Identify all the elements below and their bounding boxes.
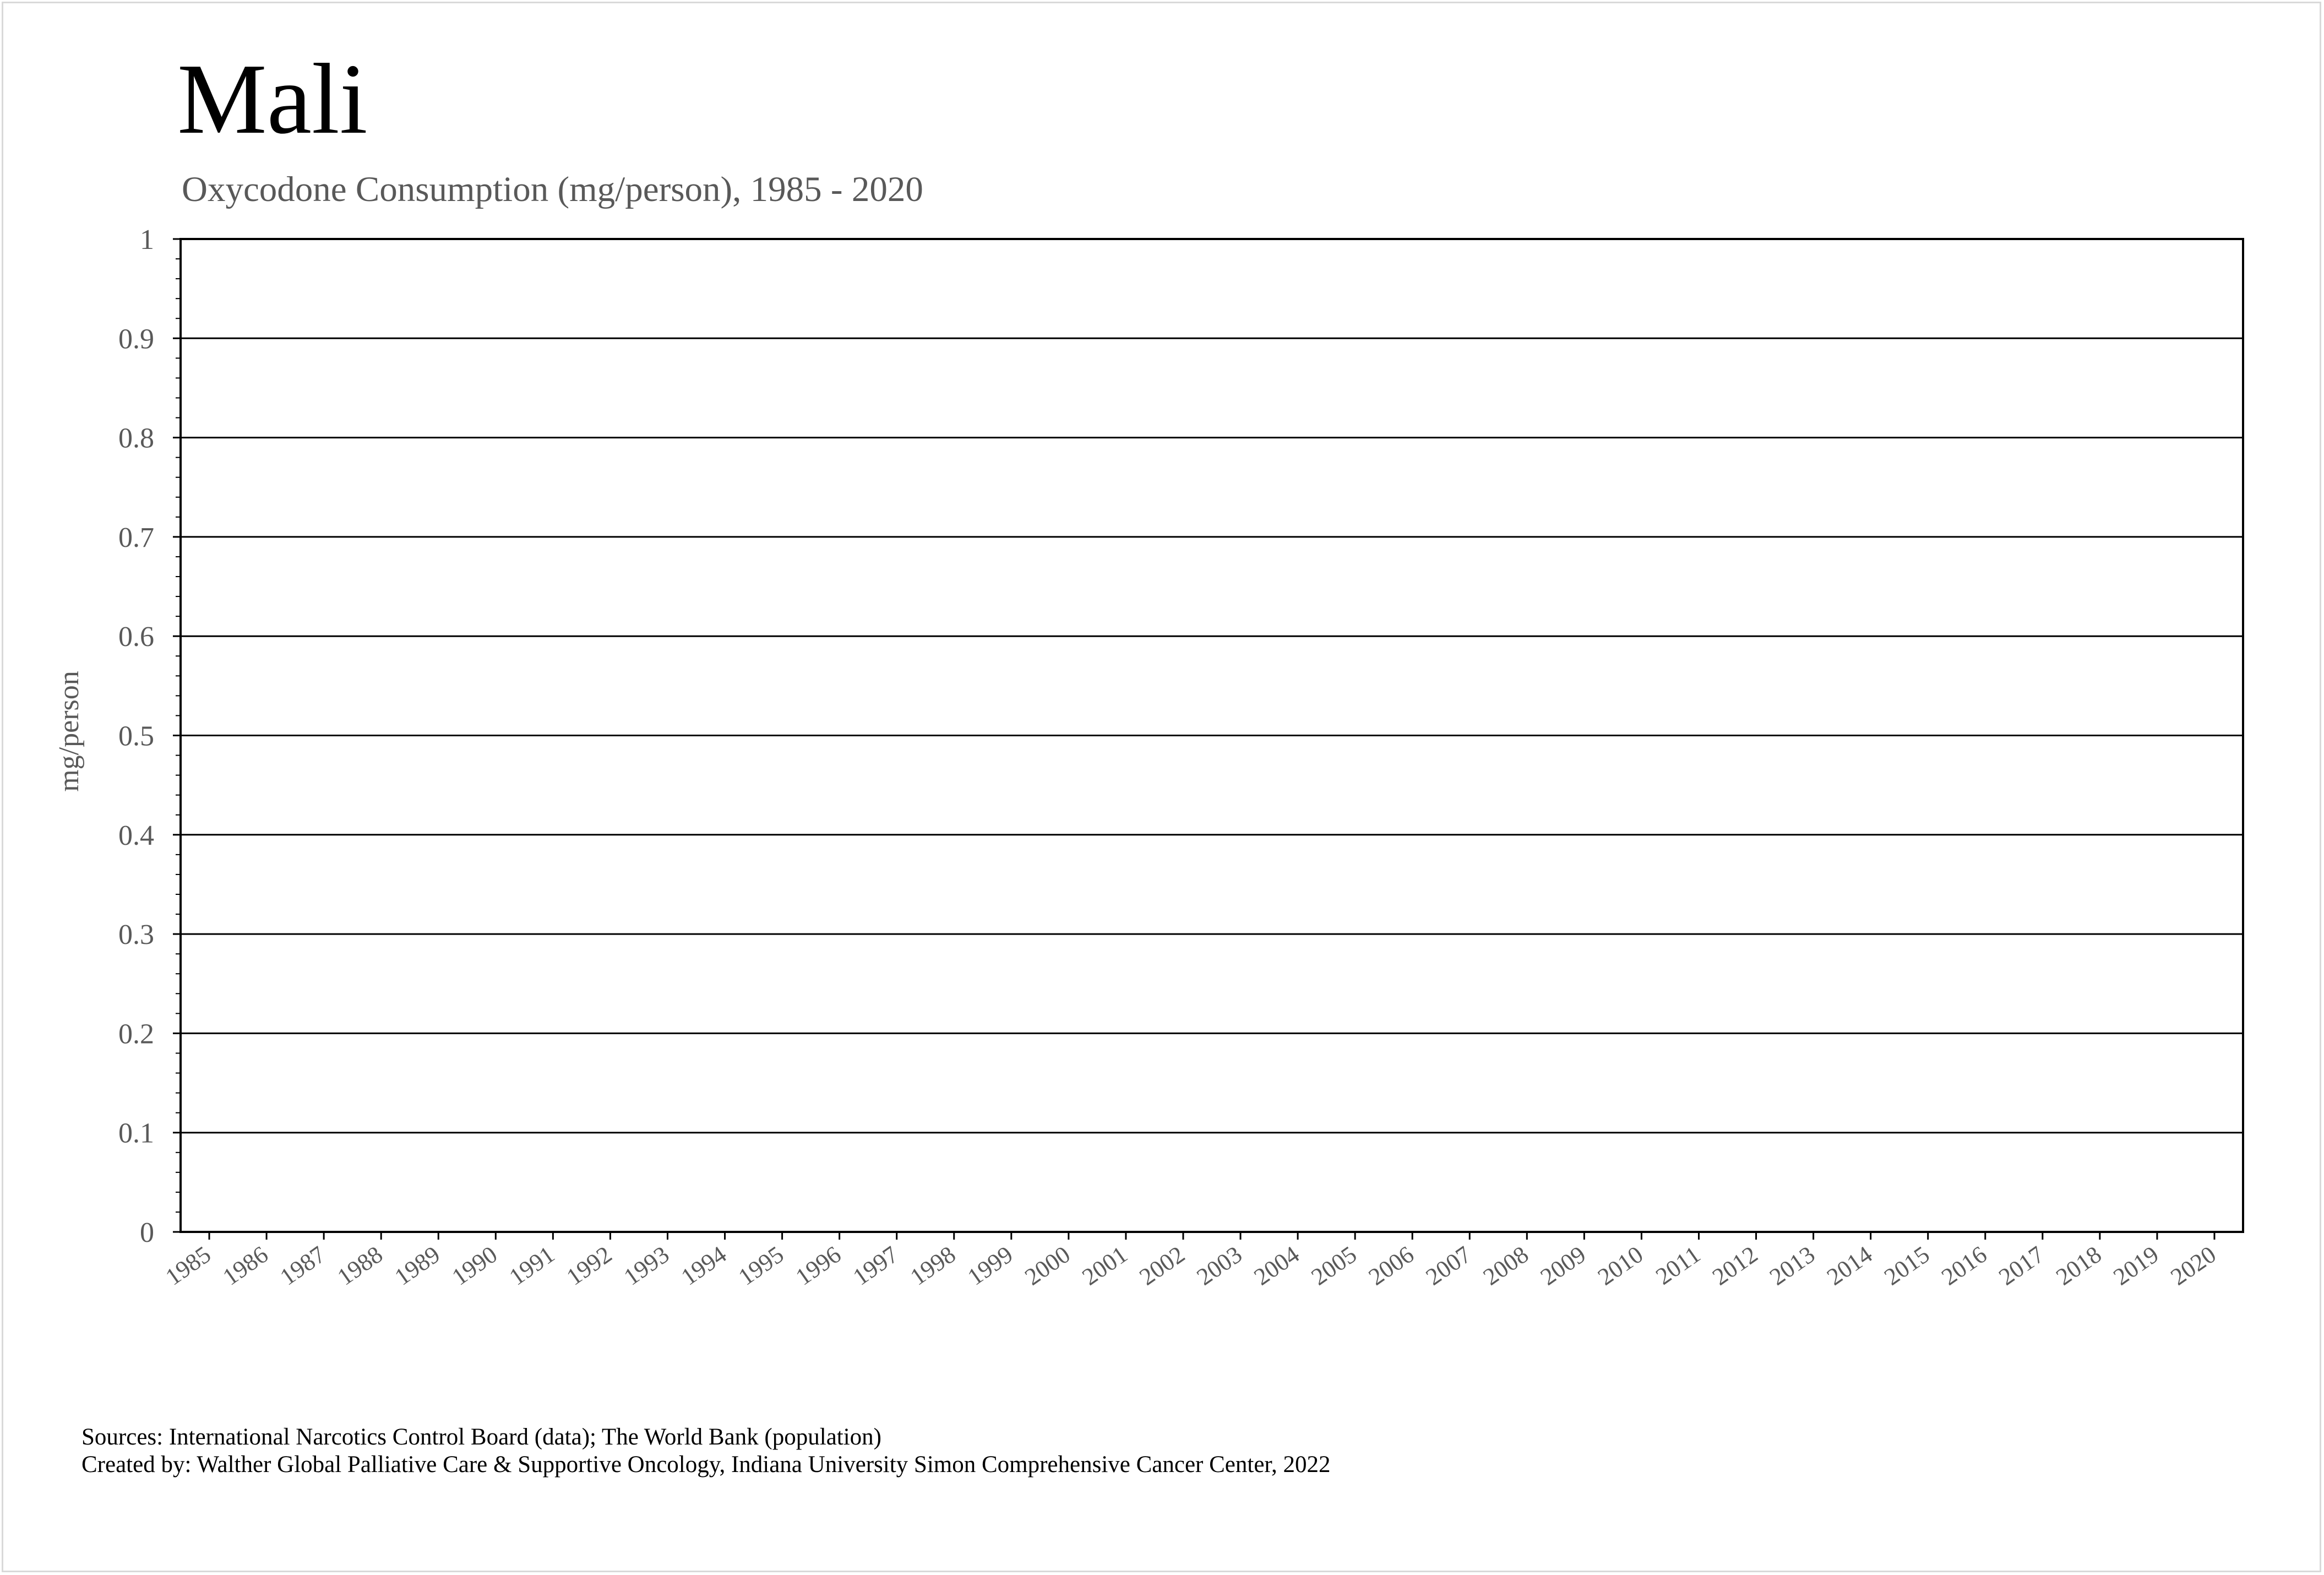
y-axis-label: mg/person (53, 671, 85, 792)
x-tick-label: 2004 (1249, 1241, 1304, 1291)
x-tick-label: 2007 (1420, 1241, 1476, 1291)
chart-subtitle: Oxycodone Consumption (mg/person), 1985 - 2020 (182, 170, 923, 209)
chart-title: Mali (177, 43, 368, 155)
gridlines (181, 338, 2243, 1132)
footer-created-by: Created by: Walther Global Palliative Care & Supportive Oncology, Indiana University Simon Comprehensive Cancer Center, 2022 (81, 1452, 1331, 1478)
x-tick-label: 2020 (2165, 1241, 2221, 1291)
x-tick-label: 2011 (1651, 1241, 1706, 1290)
x-tick-label: 2019 (2108, 1241, 2164, 1291)
x-tick-label: 1999 (962, 1241, 1018, 1291)
x-tick-label: 1985 (160, 1241, 216, 1291)
x-tick-label: 1991 (504, 1241, 560, 1291)
x-tick-label: 2009 (1535, 1241, 1591, 1291)
y-tick-label: 0.7 (118, 522, 154, 553)
x-tick-label: 2008 (1478, 1241, 1534, 1291)
x-tick-label: 1998 (905, 1241, 961, 1291)
x-tick-label: 2000 (1020, 1241, 1075, 1291)
footer-sources: Sources: International Narcotics Control Board (data); The World Bank (population) (81, 1424, 881, 1450)
x-tick-label: 1986 (217, 1241, 273, 1291)
x-tick-label: 1990 (447, 1241, 503, 1291)
y-tick-label: 0.1 (118, 1117, 154, 1149)
x-axis (161, 1232, 2221, 1291)
x-tick-label: 2002 (1134, 1241, 1190, 1291)
x-tick-label: 1995 (733, 1241, 789, 1291)
y-tick-label: 0 (140, 1217, 154, 1248)
x-tick-label: 1988 (332, 1241, 388, 1291)
x-tick-label: 2001 (1077, 1241, 1133, 1291)
x-tick-label: 2010 (1592, 1241, 1648, 1291)
y-axis (118, 224, 181, 1248)
x-tick-label: 1989 (389, 1241, 445, 1291)
y-tick-label: 0.5 (118, 720, 154, 752)
x-tick-label: 1994 (676, 1241, 732, 1291)
y-tick-label: 0.9 (118, 323, 154, 355)
x-tick-label: 1993 (619, 1241, 674, 1291)
x-tick-label: 1987 (275, 1241, 330, 1291)
y-tick-label: 0.8 (118, 422, 154, 454)
x-tick-label: 2017 (1994, 1241, 2049, 1291)
x-tick-label: 1996 (791, 1241, 846, 1291)
x-tick-label: 2003 (1191, 1241, 1247, 1291)
x-tick-label: 2018 (2051, 1241, 2107, 1291)
y-tick-label: 0.2 (118, 1018, 154, 1050)
x-tick-label: 1997 (848, 1241, 904, 1291)
x-tick-label: 2016 (1936, 1241, 1992, 1291)
x-tick-label: 2006 (1363, 1241, 1419, 1291)
y-tick-label: 0.6 (118, 621, 154, 653)
x-tick-label: 2015 (1879, 1241, 1935, 1291)
y-tick-label: 0.4 (118, 819, 154, 851)
x-tick-label: 2012 (1707, 1241, 1763, 1291)
y-tick-label: 1 (140, 224, 154, 256)
x-tick-label: 2013 (1765, 1241, 1820, 1291)
y-tick-label: 0.3 (118, 919, 154, 951)
x-tick-label: 2014 (1822, 1241, 1877, 1291)
x-tick-label: 2005 (1306, 1241, 1362, 1291)
x-tick-label: 1992 (561, 1241, 617, 1291)
